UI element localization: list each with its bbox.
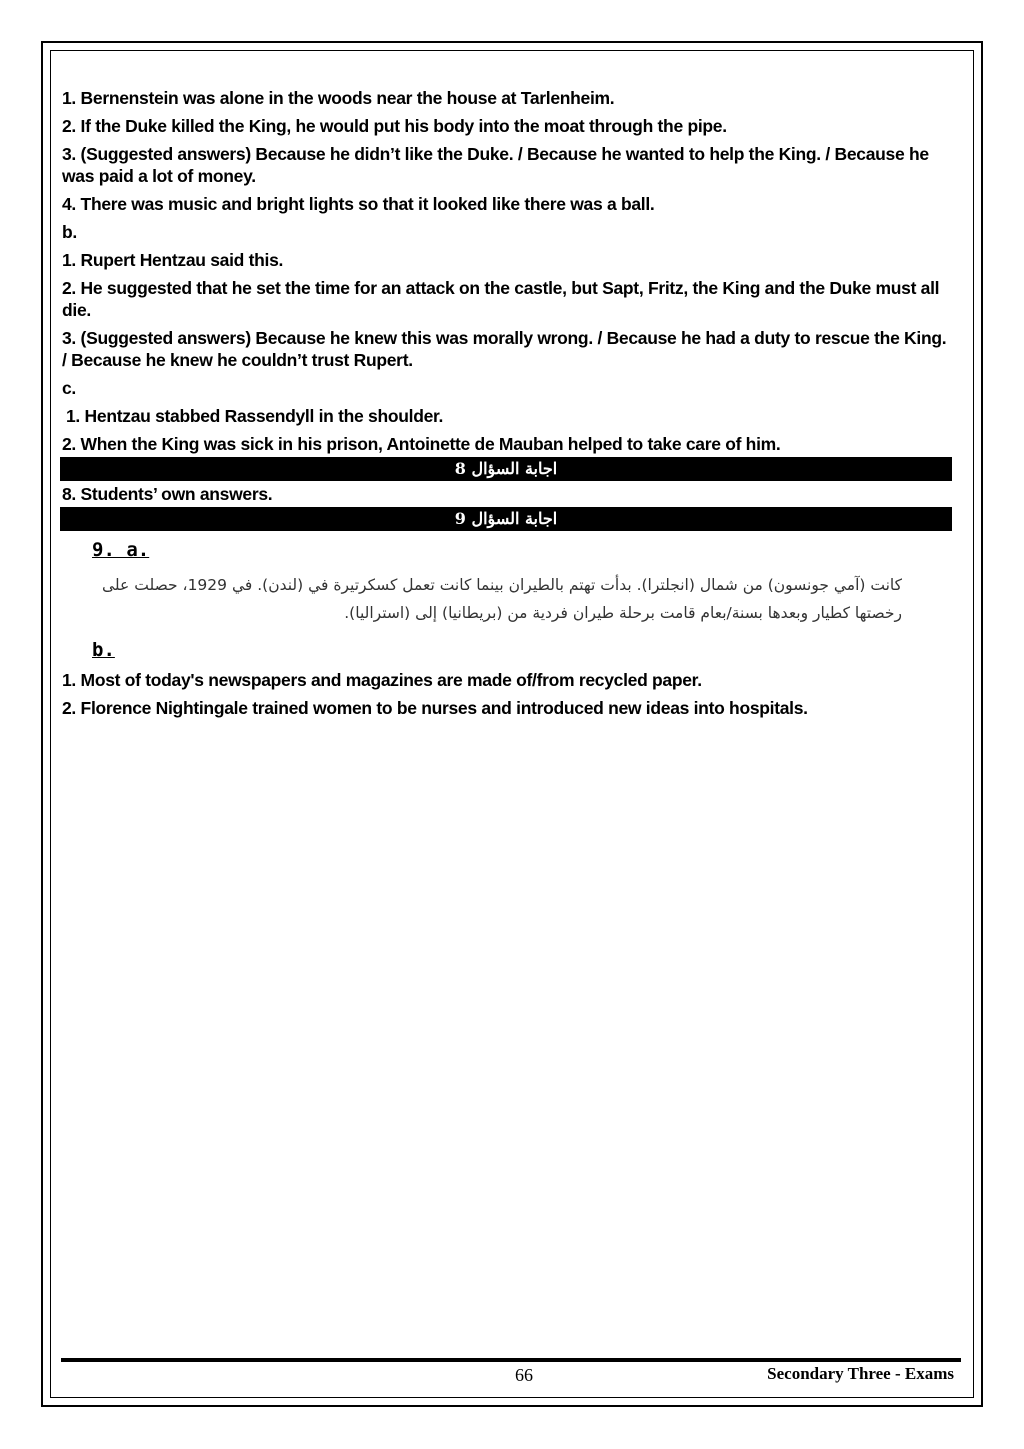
- question-9-header: اجابة السؤال 9: [60, 507, 952, 531]
- answer-8: 8. Students’ own answers.: [62, 484, 273, 504]
- section-c-label: c.: [62, 378, 76, 398]
- question-9a-label: 9. a.: [92, 539, 150, 561]
- answer-a-1: 1. Bernenstein was alone in the woods near the house at Tarlenheim.: [62, 88, 615, 108]
- answer-c-2: 2. When the King was sick in his prison, Antoinette de Mauban helped to take care of him.: [62, 434, 781, 454]
- answer-content: [62, 87, 950, 725]
- page-number: 66: [515, 1365, 533, 1385]
- answer-c-1: 1. Hentzau stabbed Rassendyll in the shoulder.: [66, 406, 444, 426]
- section-b-label: b.: [62, 222, 77, 242]
- answer-a-3: 3. (Suggested answers) Because he didn’t like the Duke. / Because he wanted to help the King. / Because he was paid a lot of money.: [62, 144, 929, 186]
- footer-title: Secondary Three - Exams: [767, 1364, 954, 1383]
- question-9b-label: b.: [92, 639, 115, 661]
- question-9a-arabic-paragraph: كانت (آمي جونسون) من شمال (انجلترا). بدأت تهتم بالطيران بينما كانت تعمل كسكرتيرة في (لندن). في 1929، حصلت على رخصتها كطيار وبعدها بسنة/بعام قامت برحلة طيران فردية من (بريطانيا) إلى (استراليا).: [102, 576, 903, 622]
- answer-9b-2: 2. Florence Nightingale trained women to be nurses and introduced new ideas into hospitals.: [62, 698, 808, 718]
- answer-b-3: 3. (Suggested answers) Because he knew this was morally wrong. / Because he had a duty to rescue the King. / Because he knew he couldn’t trust Rupert.: [62, 328, 947, 370]
- answer-a-2: 2. If the Duke killed the King, he would put his body into the moat through the pipe.: [62, 116, 727, 136]
- answer-b-1: 1. Rupert Hentzau said this.: [62, 250, 284, 270]
- answer-a-4: 4. There was music and bright lights so that it looked like there was a ball.: [62, 194, 655, 214]
- question-8-header: اجابة السؤال 8: [60, 457, 952, 481]
- answer-b-2: 2. He suggested that he set the time for an attack on the castle, but Sapt, Fritz, the King and the Duke must all die.: [62, 278, 940, 320]
- footer-rule: [61, 1358, 961, 1362]
- answer-9b-1: 1. Most of today's newspapers and magazines are made of/from recycled paper.: [62, 670, 702, 690]
